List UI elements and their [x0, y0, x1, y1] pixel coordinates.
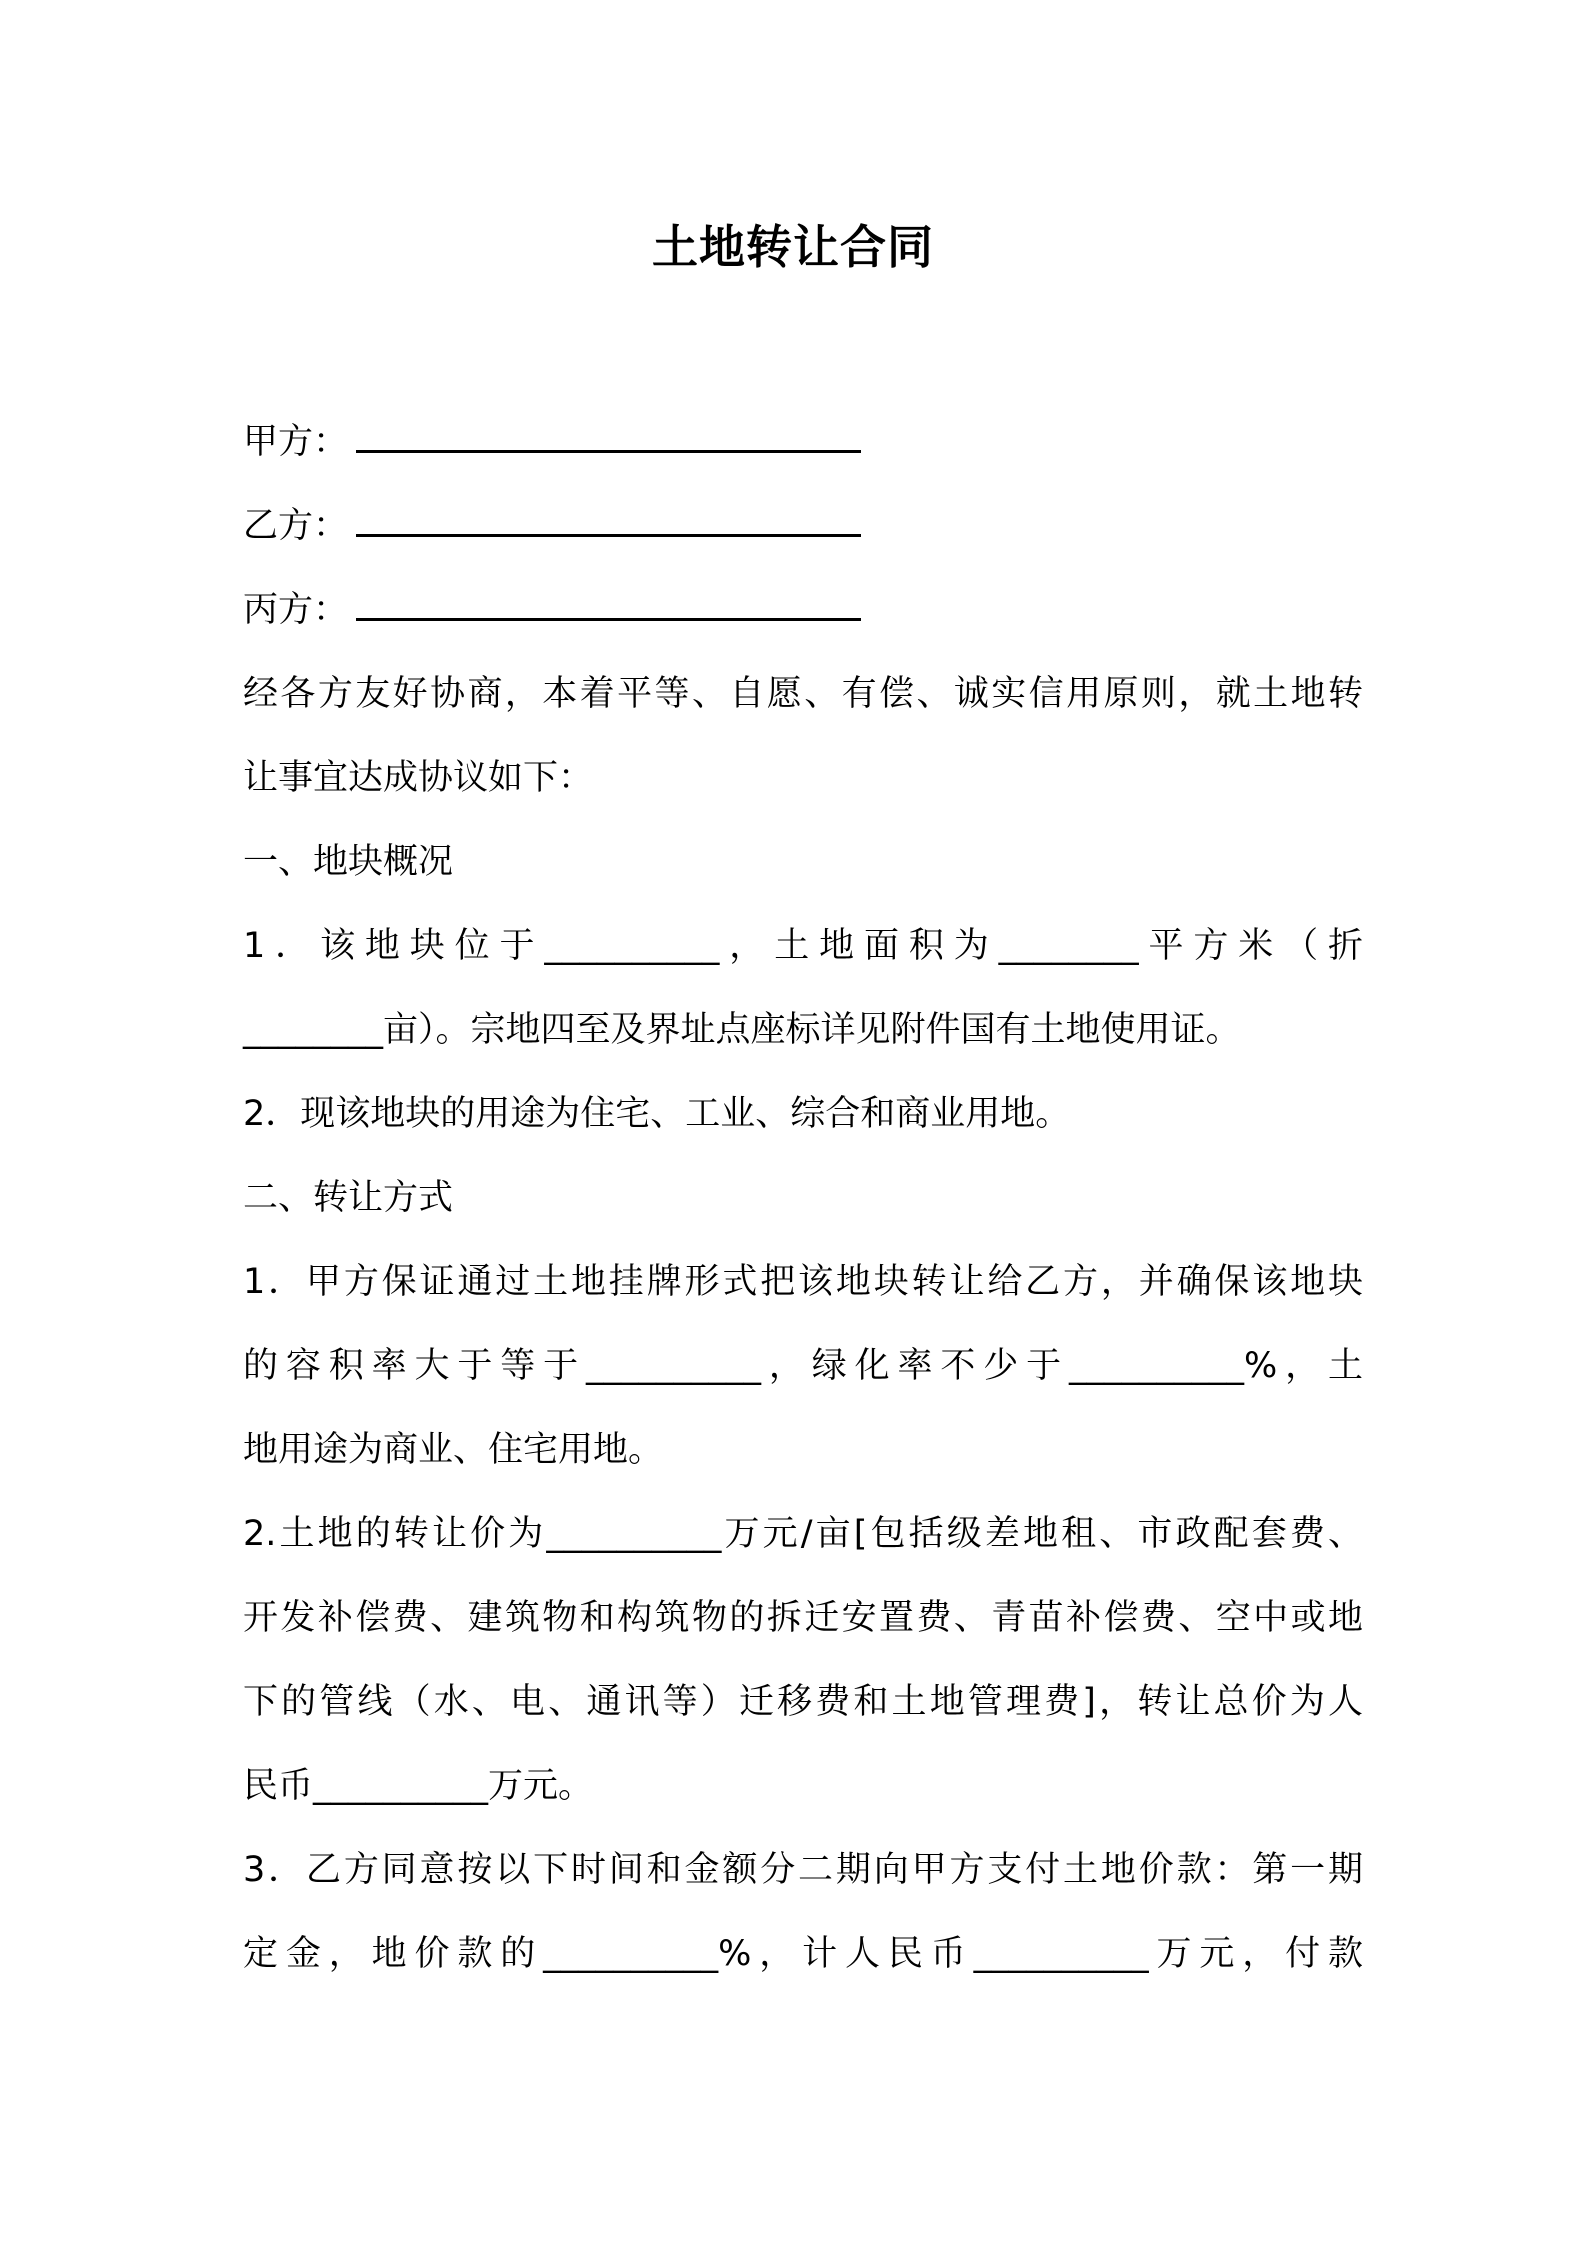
- intro-line: 让事宜达成协议如下：: [243, 758, 594, 798]
- clause-line: 民币__________万元。: [243, 1766, 594, 1806]
- document-body: [243, 400, 1363, 1996]
- party-blank: [356, 504, 861, 537]
- party-line-c: [243, 568, 1363, 652]
- clause-line: 1．甲方保证通过土地挂牌形式把该地块转让给乙方，并确保该地块: [243, 1262, 1363, 1302]
- clause-line: 开发补偿费、建筑物和构筑物的拆迁安置费、青苗补偿费、空中或地: [243, 1598, 1363, 1638]
- party-line-b: [243, 484, 1363, 568]
- party-blank: [356, 420, 861, 453]
- intro-line: 经各方友好协商，本着平等、自愿、有偿、诚实信用原则，就土地转: [243, 674, 1363, 714]
- party-line-a: [243, 400, 1363, 484]
- clause-line: 下的管线（水、电、通讯等）迁移费和土地管理费]，转让总价为人: [243, 1682, 1363, 1722]
- clause-line: 3．乙方同意按以下时间和金额分二期向甲方支付土地价款：第一期: [243, 1850, 1363, 1890]
- party-label: 丙方：: [243, 590, 349, 630]
- clause-line: 1．该地块位于__________，土地面积为________平方米（折: [243, 926, 1363, 966]
- party-blank: [356, 588, 861, 621]
- document-title: 土地转让合同: [652, 220, 934, 274]
- section-heading: 二、转让方式: [243, 1178, 454, 1218]
- section-heading: 一、地块概况: [243, 842, 454, 882]
- party-label: 甲方：: [243, 422, 349, 462]
- clause-line: 的容积率大于等于__________，绿化率不少于__________%，土: [243, 1346, 1363, 1386]
- clause-line: 2．现该地块的用途为住宅、工业、综合和商业用地。: [243, 1094, 1071, 1134]
- clause-line: 2.土地的转让价为__________万元/亩[包括级差地租、市政配套费、: [243, 1514, 1363, 1554]
- party-label: 乙方：: [243, 506, 349, 546]
- clause-line: 定金，地价款的__________%，计人民币__________万元，付款: [243, 1934, 1363, 1974]
- clause-line: 地用途为商业、住宅用地。: [243, 1430, 664, 1470]
- clause-line: ________亩）。宗地四至及界址点座标详见附件国有土地使用证。: [243, 1010, 1241, 1050]
